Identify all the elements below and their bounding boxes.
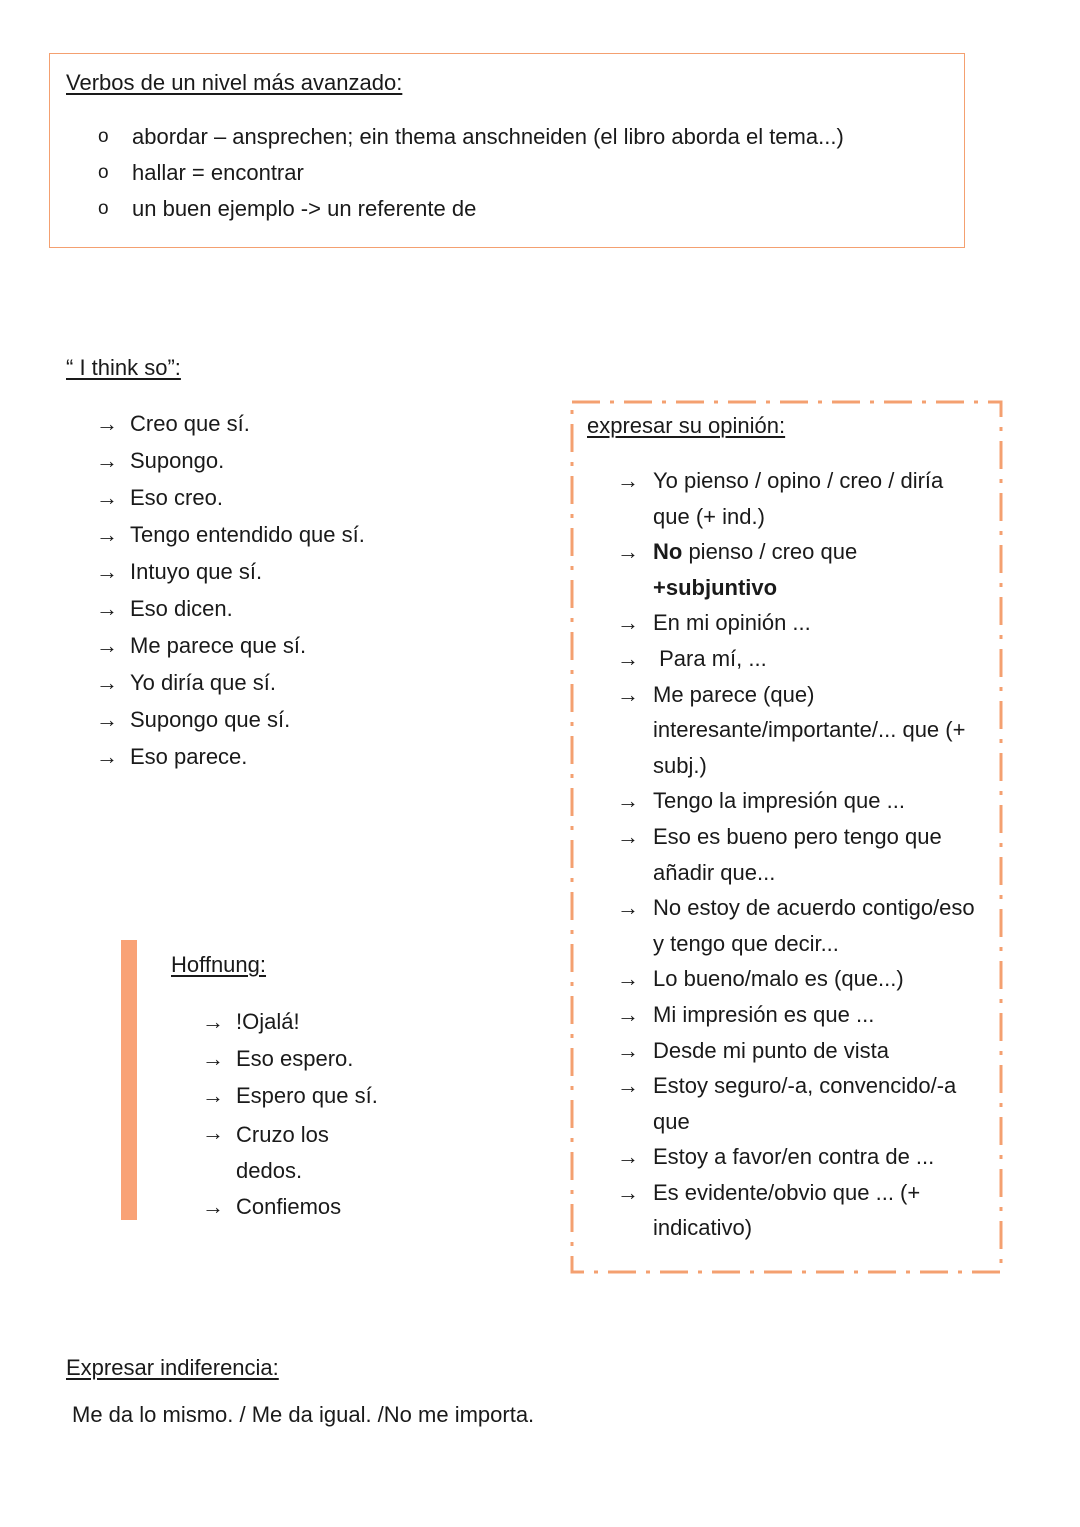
list-item: → Lo bueno/malo es (que...) [617, 961, 985, 997]
hope-list [202, 1006, 378, 1228]
list-item: → Tengo la impresión que ... [617, 783, 985, 819]
indifference-text: Me da lo mismo. / Me da igual. /No me importa. [72, 1402, 535, 1427]
list-item: → Tengo entendido que sí. [96, 519, 365, 556]
arrow-right-icon: → [617, 468, 639, 493]
arrow-right-icon: → [617, 1037, 639, 1063]
list-item: o hallar = encontrar [98, 158, 844, 194]
arrow-right-icon: → [96, 707, 118, 732]
list-item: → Yo pienso / opino / creo / diría que (+ ind.) [617, 463, 985, 534]
list-item: → No pienso / creo que +subjuntivo [617, 534, 985, 605]
list-item: → Supongo. [96, 445, 365, 482]
list-item: → Estoy a favor/en contra de ... [617, 1139, 985, 1175]
arrow-right-icon: → [96, 670, 118, 695]
arrow-right-icon: → [96, 522, 118, 547]
list-item: o abordar – ansprechen; ein thema anschneiden (el libro aborda el tema...) [98, 122, 844, 158]
arrow-right-icon: → [202, 1046, 224, 1071]
arrow-right-icon: → [617, 895, 639, 921]
circle-bullet-icon: o [98, 198, 109, 219]
list-item: → Desde mi punto de vista [617, 1033, 985, 1069]
list-item: → Creo que sí. [96, 408, 365, 445]
list-item: → Estoy seguro/-a, convencido/-a que [617, 1068, 985, 1139]
list-item: → Mi impresión es que ... [617, 997, 985, 1033]
arrow-right-icon: → [96, 744, 118, 769]
arrow-right-icon: → [617, 681, 639, 707]
list-item: → Supongo que sí. [96, 704, 365, 741]
arrow-right-icon: → [617, 788, 639, 814]
arrow-right-icon: → [617, 1144, 639, 1170]
arrow-right-icon: → [96, 596, 118, 621]
indifference-title: Expresar indiferencia: [66, 1355, 279, 1380]
list-item: → Eso espero. [202, 1043, 378, 1080]
arrow-right-icon: → [617, 539, 639, 565]
arrow-right-icon: → [617, 1001, 639, 1027]
list-item: → No estoy de acuerdo contigo/eso y tengo que decir... [617, 890, 985, 961]
arrow-right-icon: → [617, 1073, 639, 1099]
list-item: → Intuyo que sí. [96, 556, 365, 593]
arrow-right-icon: → [617, 645, 639, 671]
list-item: → Eso parece. [96, 741, 365, 778]
arrow-right-icon: → [96, 411, 118, 436]
arrow-right-icon: → [617, 610, 639, 636]
circle-bullet-icon: o [98, 126, 109, 147]
circle-bullet-icon: o [98, 162, 109, 183]
arrow-right-icon: → [96, 485, 118, 510]
arrow-right-icon: → [96, 448, 118, 473]
verbos-box [49, 53, 965, 248]
list-item: → Confiemos [202, 1191, 378, 1228]
list-item: → Me parece (que) interesante/importante/... que (+ subj.) [617, 677, 985, 784]
arrow-right-icon: → [96, 559, 118, 584]
verbos-title: Verbos de un nivel más avanzado: [66, 70, 403, 95]
think-so-list [96, 408, 365, 778]
arrow-right-icon: → [617, 1179, 639, 1205]
list-item: → Me parece que sí. [96, 630, 365, 667]
arrow-right-icon: → [96, 633, 118, 658]
list-item: → !Ojalá! [202, 1006, 378, 1043]
list-item: → Cruzo los dedos. [202, 1117, 378, 1191]
think-so-title: “ I think so”: [66, 355, 181, 380]
arrow-right-icon: → [202, 1009, 224, 1034]
hope-accent-bar [121, 940, 137, 1220]
list-item: → Espero que sí. [202, 1080, 378, 1117]
list-item: → Para mí, ... [617, 641, 985, 677]
list-item: → Es evidente/obvio que ... (+ indicativo) [617, 1175, 985, 1246]
list-item: o un buen ejemplo -> un referente de [98, 194, 844, 230]
list-item: → Eso es bueno pero tengo que añadir que... [617, 819, 985, 890]
arrow-right-icon: → [202, 1120, 224, 1145]
list-item: → Eso dicen. [96, 593, 365, 630]
arrow-right-icon: → [202, 1194, 224, 1219]
hope-title: Hoffnung: [171, 952, 267, 977]
arrow-right-icon: → [617, 966, 639, 992]
verbos-list [98, 122, 844, 230]
arrow-right-icon: → [617, 823, 639, 849]
opinion-list [617, 463, 985, 1246]
arrow-right-icon: → [202, 1083, 224, 1108]
opinion-title: expresar su opinión: [587, 413, 786, 438]
list-item: → En mi opinión ... [617, 605, 985, 641]
list-item: → Yo diría que sí. [96, 667, 365, 704]
list-item: → Eso creo. [96, 482, 365, 519]
